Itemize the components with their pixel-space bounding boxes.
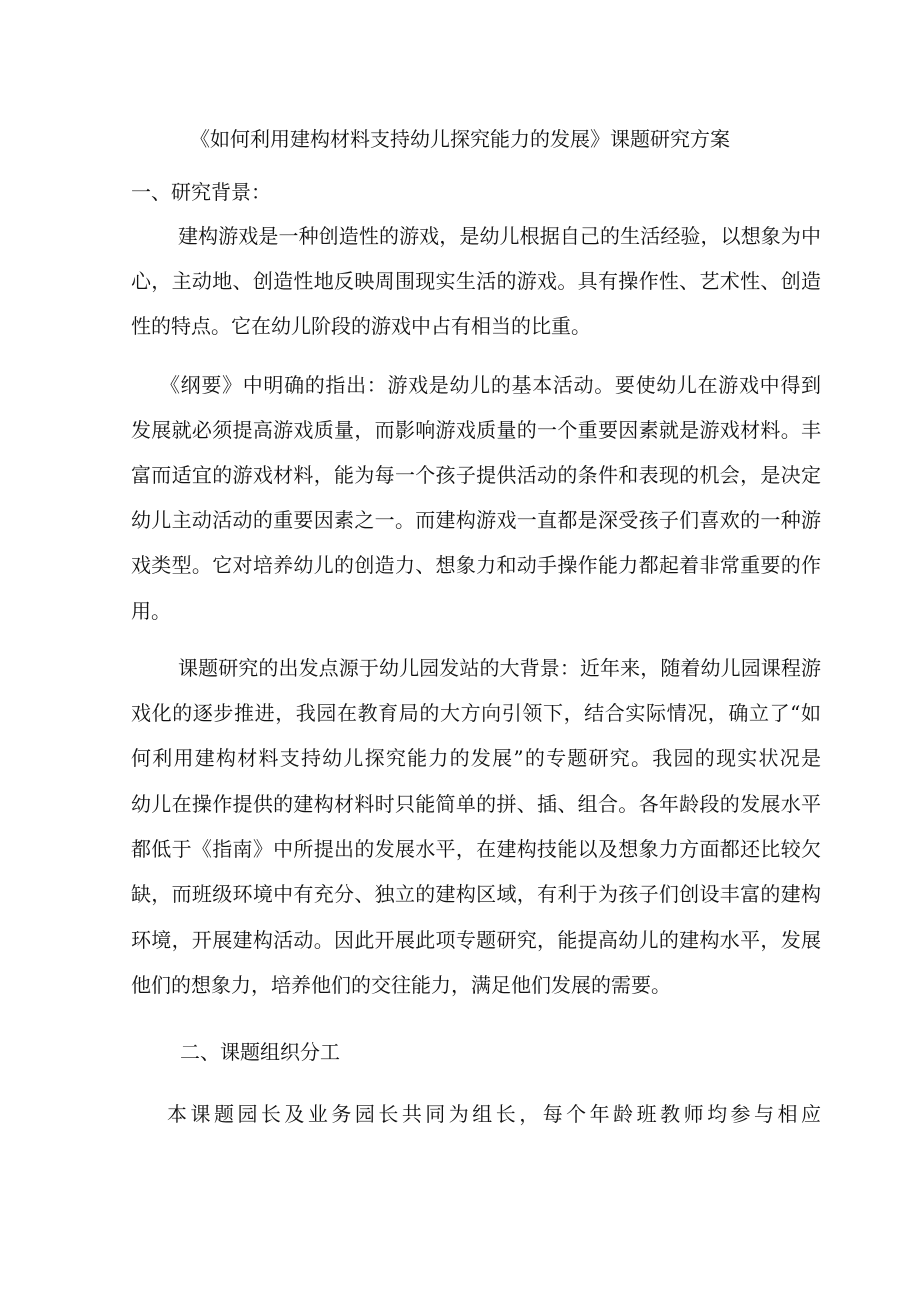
paragraph-line: 幼儿在操作提供的建构材料时只能简单的拼、插、组合。各年龄段的发展水平 <box>131 792 821 816</box>
paragraph-line: 幼儿主动活动的重要因素之一。而建构游戏一直都是深受孩子们喜欢的一种游 <box>131 508 821 532</box>
paragraph-line: 戏化的逐步推进，我园在教育局的大方向引领下，结合实际情况，确立了“如 <box>131 701 821 725</box>
section-heading-research-background: 一、研究背景： <box>131 180 271 204</box>
section-heading-organization: 二、课题组织分工 <box>180 1040 340 1064</box>
paragraph-line: 都低于《指南》中所提出的发展水平，在建构技能以及想象力方面都还比较欠 <box>131 837 821 861</box>
paragraph-line: 何利用建构材料支持幼儿探究能力的发展”的专题研究。我园的现实状况是 <box>131 746 821 770</box>
paragraph-line: 缺，而班级环境中有充分、独立的建构区域，有利于为孩子们创设丰富的建构 <box>131 882 821 906</box>
paragraph-line: 性的特点。它在幼儿阶段的游戏中占有相当的比重。 <box>131 314 591 338</box>
paragraph-line: 用。 <box>131 599 171 623</box>
paragraph-line: 环境，开展建构活动。因此开展此项专题研究，能提高幼儿的建构水平，发展 <box>131 928 821 952</box>
paragraph-line: 心，主动地、创造性地反映周围现实生活的游戏。具有操作性、艺术性、创造 <box>131 269 821 293</box>
paragraph-line: 课题研究的出发点源于幼儿园发站的大背景：近年来，随着幼儿园课程游 <box>178 656 821 680</box>
paragraph-line: 《纲要》中明确的指出：游戏是幼儿的基本活动。要使幼儿在游戏中得到 <box>160 373 821 397</box>
paragraph-line: 本课题园长及业务园长共同为组长，每个年龄班教师均参与相应 <box>167 1102 821 1126</box>
paragraph-line: 戏类型。它对培养幼儿的创造力、想象力和动手操作能力都起着非常重要的作 <box>131 553 821 577</box>
document-title: 《如何利用建构材料支持幼儿探究能力的发展》课题研究方案 <box>190 127 730 151</box>
paragraph-line: 富而适宜的游戏材料，能为每一个孩子提供活动的条件和表现的机会，是决定 <box>131 463 821 487</box>
paragraph-line: 建构游戏是一种创造性的游戏，是幼儿根据自己的生活经验，以想象为中 <box>178 224 821 248</box>
paragraph-line: 他们的想象力，培养他们的交往能力，满足他们发展的需要。 <box>131 973 671 997</box>
paragraph-line: 发展就必须提高游戏质量，而影响游戏质量的一个重要因素就是游戏材料。丰 <box>131 418 821 442</box>
